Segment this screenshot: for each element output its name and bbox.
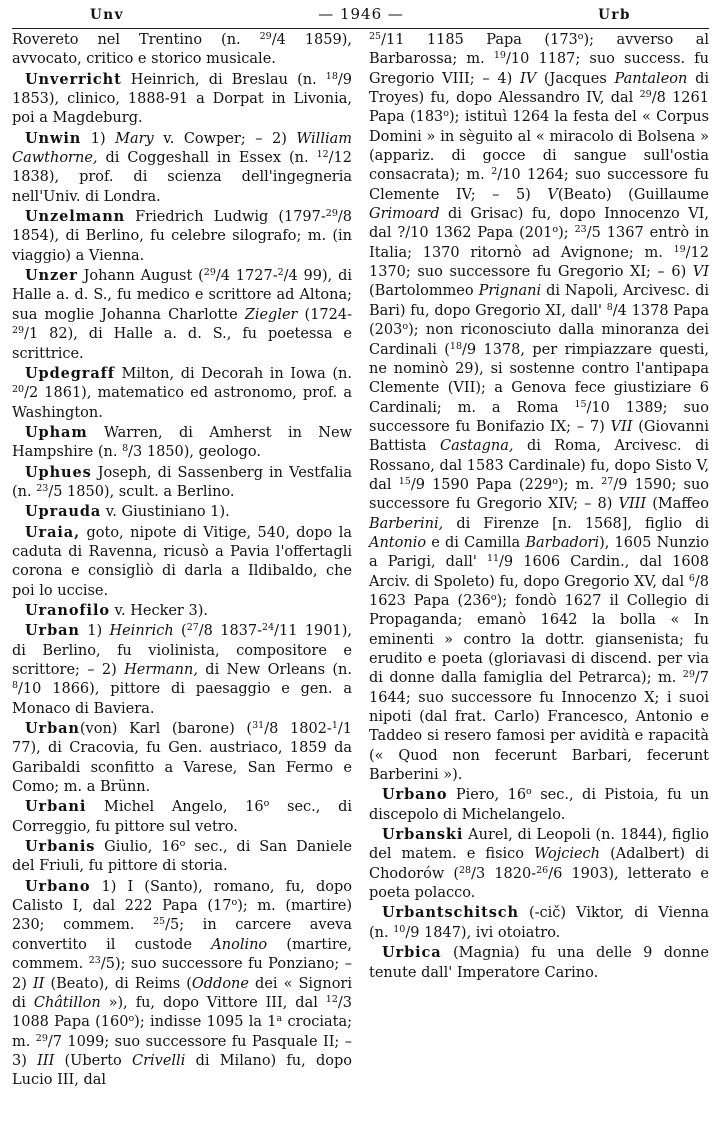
- superscript-text: 29: [203, 267, 216, 279]
- entry-text: /9 1590 Papa (229: [410, 476, 553, 493]
- entry-headword: Unverricht: [25, 70, 122, 88]
- entry-text: di Troyes) fu, dopo Alessandro IV, dal: [369, 70, 709, 107]
- entry-text: /8 1623 Papa (236: [369, 573, 709, 609]
- superscript-text: 28: [459, 864, 472, 876]
- superscript-text: 12: [316, 149, 329, 161]
- entry-text: /5; in carcere aveva convertito il custode: [12, 917, 352, 953]
- entry-text: /10 1187; suo success. fu Gregorio VIII; – 4): [369, 51, 709, 87]
- entry-text: sec., di San Daniele del Friuli, fu pittore di storia.: [12, 839, 352, 875]
- entry-text: /8 1837-: [198, 623, 263, 640]
- superscript-text: o: [402, 321, 409, 333]
- entry-text: di Milano) fu, dopo Lucio III, dal: [12, 1052, 352, 1089]
- entry-text: /9 1378, per rimpiazzare questi, ne nominò 29), si sostenne contro l'antipapa Clemente (VII); a Genova fece giustiziare 6 Cardinali; m. a Roma: [369, 341, 709, 416]
- superscript-text: 31: [252, 720, 265, 732]
- entry-text: (Beato) (Guillaume: [557, 186, 709, 203]
- italic-text: William Cawthorne,: [12, 130, 352, 167]
- entry-text: sec., di Correggio, fu pittore sul vetro.: [12, 799, 352, 835]
- entry-text: goto, nipote di Vitige, 540, dopo la caduta di Ravenna, ricusò a Pavia l'offertagli corona e consigliò di darla a Ildibaldo, che poi lo uccise.: [12, 524, 352, 599]
- italic-text: V: [547, 186, 558, 203]
- entry-text: /9 1853), clinico, 1888-91 a Dorpat in Livonia, poi a Magdeburg.: [12, 71, 352, 127]
- entry-text: /3 1088 Papa (160: [12, 994, 352, 1031]
- entry-text: Piero, 16: [447, 787, 527, 804]
- entry-text: Aurel, di Leopoli (n. 1844), figlio del matem. e fisico: [369, 827, 709, 863]
- entry-text: ); istituì 1264 la festa del « Corpus Domini » in sèguito al « miracolo di Bolsena » (appariz. di gocce di sangue sull'ostia consacrata); m.: [369, 109, 709, 184]
- entry-headword: Urban: [25, 720, 80, 738]
- italic-text: VII: [610, 418, 633, 435]
- superscript-text: o: [263, 798, 270, 810]
- entry-headword: Uprauda: [25, 503, 102, 521]
- superscript-text: 27: [601, 475, 614, 487]
- superscript-text: 25: [153, 916, 166, 928]
- entry-text: /3 1850), geologo.: [128, 444, 261, 461]
- entry-text: Rovereto nel Trentino (n.: [12, 32, 260, 48]
- entry-text: ); m.: [558, 476, 602, 493]
- entry-text: /3 1820-: [471, 865, 537, 882]
- entry-headword: Urbani: [25, 798, 87, 816]
- entry-text: di Coggeshall in Essex (n.: [97, 150, 317, 167]
- dictionary-entry: [12, 70, 352, 129]
- italic-text: Prignani: [478, 283, 542, 300]
- entry-text: crociata; m.: [12, 1014, 353, 1050]
- italic-text: Barberini,: [369, 515, 444, 532]
- entry-text: /1 77), di Cracovia, fu Gen. austriaco, 1859 da Garibaldi sconfitto a Varese, San Fermo e Como; m. a Brünn.: [12, 721, 352, 796]
- italic-text: Antonio: [369, 534, 427, 551]
- entry-text: (martire, commem.: [12, 936, 352, 973]
- superscript-text: o: [443, 108, 450, 120]
- entry-headword: Uraia,: [25, 523, 81, 541]
- italic-text: Châtillon: [33, 994, 101, 1011]
- entry-text: e di Camilla: [426, 534, 526, 551]
- entry-text: /8 1802-: [264, 721, 332, 738]
- entry-headword: Urbano: [382, 786, 448, 804]
- superscript-text: o: [179, 838, 186, 850]
- superscript-text: o: [231, 897, 238, 909]
- superscript-text: 26: [536, 864, 549, 876]
- entry-text: v. Giustiniano 1).: [101, 504, 230, 521]
- superscript-text: 2: [491, 166, 498, 178]
- dictionary-entry: [12, 207, 352, 266]
- superscript-text: 8: [12, 680, 19, 692]
- entry-text: /9 1847), ivi otoiatro.: [405, 924, 561, 941]
- entry-text: ); avverso al Barbarossa; m.: [369, 32, 709, 68]
- text-columns: [12, 31, 709, 1091]
- entry-text: ); fondò 1627 il Collegio di Propaganda; emanò 1642 la bolla « In eminenti » contro la dottr. giansenista; fu erudito e poeta (gloriavasi di discend. per via di donne dalla famiglia del Petrarca); m.: [369, 592, 709, 687]
- entry-text: /4 1727-: [215, 268, 278, 285]
- italic-text: Barbadori: [525, 534, 600, 551]
- superscript-text: 11: [486, 553, 500, 565]
- entry-text: (1724-: [297, 306, 353, 323]
- superscript-text: 29: [35, 1032, 48, 1044]
- entry-headword: Updegraff: [25, 364, 115, 382]
- entry-text: »), fu, dopo Vittore III, dal: [100, 994, 326, 1011]
- entry-text: /8 1854), di Berlino, fu celebre silografo; m. (in viaggio) a Vienna.: [12, 209, 352, 264]
- entry-text: /12 1838), prof. di scienza dell'ingegneria nell'Univ. di Londra.: [12, 150, 352, 205]
- entry-text: 1): [79, 623, 110, 640]
- entry-text: /4 1378 Papa (203: [369, 302, 709, 339]
- entry-headword: Urbantschitsch: [382, 904, 519, 922]
- italic-text: Pantaleon: [614, 70, 688, 87]
- superscript-text: 18: [449, 340, 462, 352]
- dictionary-entry: [12, 523, 352, 601]
- italic-text: II: [32, 975, 45, 992]
- entry-headword: Upham: [25, 423, 88, 441]
- entry-text: /11 1185 Papa (173: [381, 32, 578, 48]
- superscript-text: 12: [325, 993, 338, 1005]
- entry-text: /12 1370; suo successore fu Gregorio XI; – 6): [369, 244, 709, 281]
- entry-text: (Bartolommeo: [369, 283, 479, 300]
- italic-text: III: [37, 1052, 55, 1069]
- dictionary-entry: [12, 364, 352, 423]
- entry-headword: Urbanski: [382, 826, 464, 844]
- superscript-text: 20: [12, 384, 25, 396]
- entry-text: ); m. (martire) 230; commem.: [12, 898, 352, 934]
- entry-text: (Magnia) fu una delle 9 donne tenute dall' Imperatore Carino.: [369, 945, 709, 981]
- italic-text: VI: [692, 264, 709, 281]
- dictionary-entry: [369, 825, 709, 903]
- dictionary-entry: [12, 719, 352, 797]
- entry-headword: Unwin: [25, 129, 82, 147]
- superscript-text: 29: [259, 31, 272, 42]
- superscript-text: 25: [369, 31, 382, 42]
- entry-text: (Jacques: [536, 70, 615, 87]
- italic-text: Castagna,: [439, 438, 514, 455]
- dictionary-entry: [12, 877, 352, 1091]
- superscript-text: 23: [36, 482, 49, 494]
- dictionary-entry: [12, 797, 352, 837]
- entry-text: Heinrich, di Breslau (n.: [121, 71, 326, 88]
- entry-text: di Roma, Arcivesc. di Rossano, dal 1583 Cardinale) fu, dopo Sisto V, dal: [369, 438, 709, 493]
- dictionary-entry: [12, 601, 352, 621]
- entry-text: Giulio, 16: [95, 839, 180, 856]
- superscript-text: 1: [331, 720, 338, 732]
- entry-text: v. Hecker 3).: [109, 602, 208, 619]
- dictionary-entry: [12, 266, 352, 364]
- superscript-text: 29: [12, 325, 25, 337]
- entry-text: (Uberto: [54, 1052, 132, 1069]
- superscript-text: 6: [688, 572, 695, 584]
- superscript-text: o: [577, 31, 584, 42]
- superscript-text: o: [128, 1013, 135, 1025]
- dictionary-entry: [12, 423, 352, 463]
- dictionary-entry: [12, 837, 352, 877]
- superscript-text: 29: [639, 89, 652, 101]
- superscript-text: 19: [493, 50, 506, 62]
- entry-text: /5 1367 entrò in Italia; 1370 ritornò ad Avignone; m.: [369, 225, 709, 261]
- entry-text: (-cič) Viktor, di Vienna (n.: [369, 905, 709, 941]
- entry-text: (Beato), di Reims (: [44, 975, 192, 992]
- superscript-text: 10: [393, 923, 406, 935]
- entry-text: /9 1590; suo successore fu Gregorio XIV; – 8): [369, 476, 710, 513]
- entry-continuation: [12, 31, 352, 70]
- entry-headword: Unzelmann: [25, 208, 126, 226]
- right-column: [369, 31, 709, 1091]
- superscript-text: o: [552, 224, 559, 236]
- dictionary-entry: [369, 785, 709, 825]
- page-header: [12, 2, 709, 29]
- entry-text: /9 1606 Cardin., dal 1608 Arciv. di Spoleto) fu, dopo Gregorio XV, dal: [369, 554, 709, 590]
- dictionary-entry: [369, 943, 709, 983]
- entry-headword: Urbanis: [25, 838, 96, 856]
- entry-text: /10 1866), pittore di paesaggio e gen. a Monaco di Baviera.: [12, 681, 352, 717]
- entry-text: Michel Angelo, 16: [86, 799, 264, 816]
- entry-text: );: [558, 225, 575, 242]
- left-column: [12, 31, 352, 1091]
- entry-text: (: [173, 623, 187, 640]
- entry-text: ); indisse 1095 la 1: [134, 1014, 277, 1031]
- entry-text: (von) Karl (barone) (: [79, 721, 253, 738]
- entry-text: /5 1850), scult. a Berlino.: [48, 483, 235, 500]
- entry-text: /10 1264; suo successore fu Clemente IV; – 5): [369, 167, 709, 203]
- dictionary-entry: [12, 621, 352, 719]
- running-head-right: Urb: [598, 7, 631, 23]
- entry-text: /8 1261 Papa (183: [369, 90, 709, 126]
- italic-text: IV: [519, 70, 537, 87]
- italic-text: Heinrich: [109, 623, 174, 640]
- entry-text: /4 99), di Halle a. d. S., fu medico e scrittore ad Altona; sua moglie Johanna Charlotte: [12, 268, 352, 323]
- entry-text: /7 1099; suo successore fu Pasquale II; – 3): [12, 1033, 353, 1069]
- entry-text: (Giovanni Battista: [369, 418, 709, 455]
- entry-text: /7 1644; suo successore fu Innocenzo X; i suoi nipoti (dal frat. Carlo) Francesco, Antonio e Taddeo si resero famosi per avidità e rapacità (« Quod non fecerunt Barbari, fecerunt Barberini »).: [369, 670, 709, 784]
- superscript-text: 8: [606, 301, 613, 313]
- superscript-text: o: [526, 786, 532, 798]
- entry-text: /10 1389; suo successore fu Bonifazio IX; – 7): [369, 399, 709, 435]
- entry-text: Johann August (: [77, 268, 204, 285]
- italic-text: Hermann,: [124, 662, 198, 678]
- superscript-text: 29: [682, 669, 695, 681]
- superscript-text: 15: [398, 475, 411, 487]
- entry-headword: Unzer: [25, 267, 78, 285]
- superscript-text: o: [490, 591, 497, 603]
- entry-text: dei « Signori di: [12, 975, 352, 1011]
- superscript-text: 27: [186, 622, 199, 634]
- italic-text: Crivelli: [131, 1052, 186, 1069]
- entry-text: sec., di Pistoia, fu un discepolo di Michelangelo.: [369, 787, 709, 823]
- superscript-text: 19: [673, 243, 686, 255]
- entry-text: Friedrich Ludwig (1797-: [125, 209, 326, 226]
- entry-headword: Uranofilo: [25, 601, 110, 619]
- entry-headword: Urbano: [25, 877, 91, 895]
- entry-text: 1) I (Santo), romano, fu, dopo Calisto I, dal 222 Papa (17: [12, 878, 352, 915]
- italic-text: Oddone: [191, 975, 249, 992]
- entry-text: (Maffeo: [646, 496, 709, 513]
- entry-text: Warren, di Amherst in New Hampshire (n.: [12, 424, 352, 461]
- entry-headword: Uphues: [25, 463, 92, 481]
- entry-text: /11 1901), di Berlino, fu violinista, compositore e scrittore; – 2): [12, 623, 352, 678]
- dictionary-entry: [12, 129, 352, 207]
- superscript-text: o: [552, 475, 559, 487]
- entry-headword: Urban: [25, 622, 80, 640]
- superscript-text: 15: [574, 398, 587, 410]
- entry-text: /6 1903), letterato e poeta polacco.: [369, 865, 709, 902]
- entry-text: di New Orleans (n.: [197, 662, 352, 678]
- italic-text: Wojciech: [534, 846, 601, 863]
- entry-text: (Adalbert) di Chodorów (: [369, 846, 710, 882]
- superscript-text: 23: [88, 955, 101, 967]
- superscript-text: a: [276, 1013, 283, 1025]
- entry-text: Milton, di Decorah in Iowa (n.: [114, 365, 352, 382]
- italic-text: Mary: [115, 130, 154, 147]
- entry-text: di Firenze [n. 1568], figlio di: [443, 515, 709, 532]
- superscript-text: 18: [325, 70, 338, 82]
- entry-text: /1 82), di Halle a. d. S., fu poetessa e scrittrice.: [12, 326, 352, 362]
- entry-text: v. Cowper; – 2): [153, 130, 297, 147]
- superscript-text: 24: [262, 622, 275, 634]
- superscript-text: 23: [574, 224, 587, 236]
- italic-text: VIII: [618, 496, 647, 513]
- entry-headword: Urbica: [382, 944, 442, 962]
- entry-text: /2 1861), matematico ed astronomo, prof. a Washington.: [12, 385, 352, 421]
- entry-text: di Grisac) fu, dopo Innocenzo VI, dal ?/10 1362 Papa (201: [369, 206, 709, 242]
- dictionary-entry: [12, 502, 352, 522]
- entry-text: Joseph, di Sassenberg in Vestfalia (n.: [12, 464, 352, 500]
- italic-text: Anolino: [211, 936, 268, 953]
- italic-text: Grimoard: [369, 206, 440, 223]
- dictionary-entry: [12, 463, 352, 503]
- entry-text: di Napoli, Arcivesc. di Bari) fu, dopo Gregorio XI, dall': [369, 283, 710, 319]
- entry-text: /5); suo successore fu Ponziano; – 2): [12, 956, 352, 992]
- superscript-text: 8: [122, 443, 129, 455]
- italic-text: Ziegler: [244, 306, 298, 323]
- entry-text: ), 1605 Nunzio a Parigi, dall': [369, 534, 709, 571]
- entry-continuation: [369, 31, 709, 785]
- entry-text: ); non riconosciuto dalla minoranza dei Cardinali (: [369, 322, 709, 358]
- dictionary-entry: [369, 903, 709, 943]
- entry-text: /4 1859), avvocato, critico e storico musicale.: [12, 32, 352, 68]
- entry-text: 1): [81, 130, 116, 147]
- superscript-text: 2: [277, 267, 284, 279]
- running-head-left: Unv: [90, 7, 124, 23]
- superscript-text: 29: [325, 208, 338, 220]
- page-number: — 1946 —: [318, 5, 404, 23]
